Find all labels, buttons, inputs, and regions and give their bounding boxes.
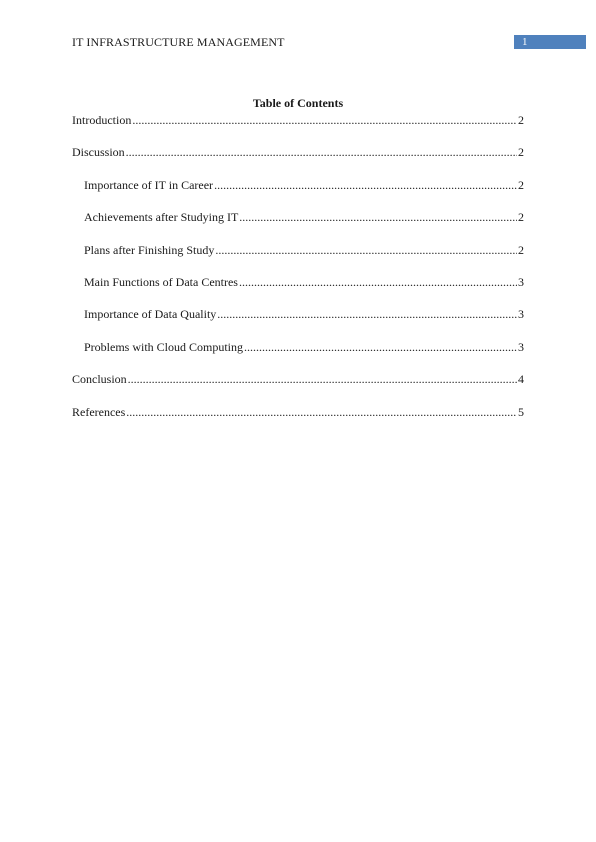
toc-entry-page: 2 <box>518 242 524 257</box>
toc-entry-plans[interactable] <box>72 242 524 258</box>
toc-entry-label: Importance of IT in Career <box>84 177 214 192</box>
toc-entry-page: 3 <box>518 274 524 289</box>
toc-entry-label: Discussion <box>72 145 125 160</box>
toc-entry-page: 2 <box>518 113 524 127</box>
toc-dot-leader <box>126 404 517 420</box>
table-of-contents <box>72 112 524 436</box>
toc-entry-page: 2 <box>518 145 524 160</box>
toc-entry-importance-of-it[interactable] <box>72 177 524 193</box>
toc-entry-label: Main Functions of Data Centres <box>84 274 238 289</box>
toc-dot-leader <box>239 209 517 225</box>
toc-entry-page: 5 <box>518 404 524 419</box>
toc-dot-leader <box>239 274 517 290</box>
toc-dot-leader <box>214 177 517 193</box>
toc-dot-leader <box>217 306 517 322</box>
toc-entry-data-quality[interactable] <box>72 306 524 322</box>
toc-dot-leader <box>244 339 517 355</box>
running-header-title: IT INFRASTRUCTURE MANAGEMENT <box>72 35 285 49</box>
toc-entry-achievements[interactable] <box>72 209 524 225</box>
toc-entry-label: Plans after Finishing Study <box>84 242 215 257</box>
toc-entry-page: 2 <box>518 177 524 192</box>
toc-entry-page: 4 <box>518 372 524 387</box>
toc-entry-page: 3 <box>518 339 524 354</box>
toc-entry-label: Introduction <box>72 113 132 127</box>
toc-dot-leader <box>126 144 517 160</box>
toc-entry-references[interactable] <box>72 404 524 420</box>
toc-entry-page: 2 <box>518 210 524 225</box>
toc-entry-label: Conclusion <box>72 372 127 387</box>
toc-entry-page: 3 <box>518 307 524 322</box>
toc-dot-leader <box>132 112 517 128</box>
page-number-badge: 1 <box>514 35 586 49</box>
toc-dot-leader <box>128 371 517 387</box>
toc-entry-cloud-computing[interactable] <box>72 339 524 355</box>
toc-entry-discussion[interactable] <box>72 144 524 160</box>
toc-entry-introduction[interactable] <box>72 112 524 128</box>
toc-entry-conclusion[interactable] <box>72 371 524 387</box>
toc-entry-label: References <box>72 404 126 419</box>
toc-entry-data-centres[interactable] <box>72 274 524 290</box>
toc-entry-label: Problems with Cloud Computing <box>84 339 244 354</box>
toc-dot-leader <box>215 242 517 258</box>
toc-heading: Table of Contents <box>252 96 344 110</box>
toc-entry-label: Importance of Data Quality <box>84 307 217 322</box>
toc-entry-label: Achievements after Studying IT <box>84 210 239 225</box>
